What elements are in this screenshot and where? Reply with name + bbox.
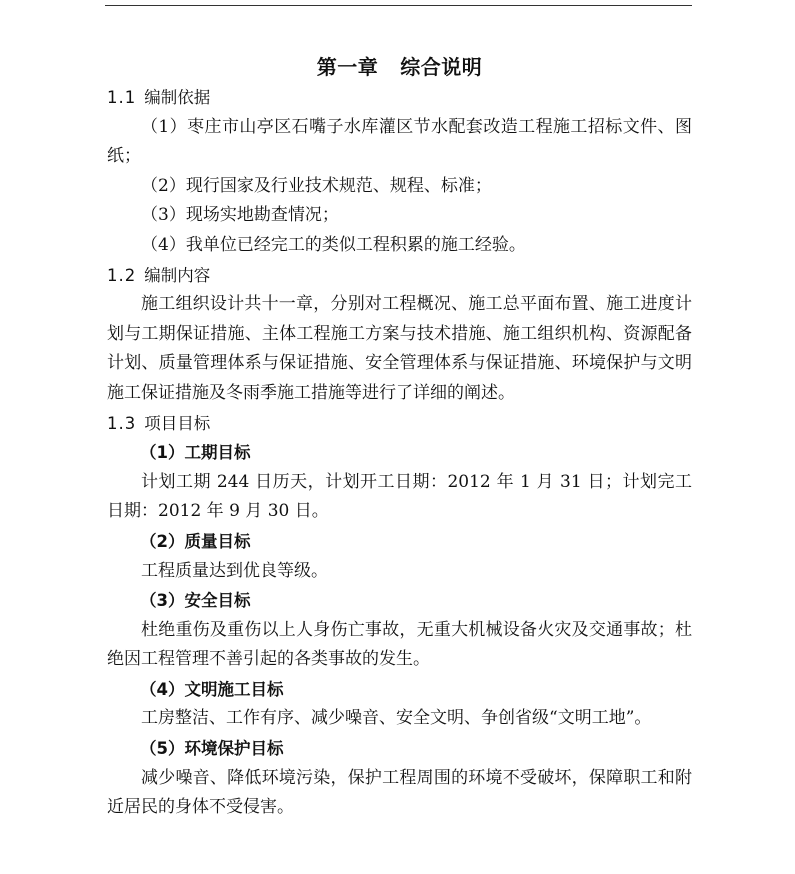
section-heading-1-1 xyxy=(107,83,692,113)
section-label: 编制内容 xyxy=(144,265,211,285)
goal-text-schedule: 计划工期 244 日历天，计划开工日期：2012 年 1 月 31 日；计划完工日期：2012 年 9 月 30 日。 xyxy=(107,471,692,522)
goal-text-civilized: 工房整洁、工作有序、减少噪音、安全文明、争创省级“文明工地”。 xyxy=(141,708,652,729)
section-number: 1.2 xyxy=(107,265,137,285)
chapter-title xyxy=(107,52,692,82)
goal-title-safety: （3）安全目标 xyxy=(140,591,251,611)
basis-item: （4）我单位已经完工的类似工程积累的施工经验。 xyxy=(141,234,526,255)
section-number: 1.1 xyxy=(107,88,137,107)
basis-item: （1）枣庄市山亭区石嘴子水库灌区节水配套改造工程施工招标文件、图纸； xyxy=(107,116,692,167)
basis-item: （3）现场实地勘查情况； xyxy=(141,205,339,226)
content-paragraph: 施工组织设计共十一章，分别对工程概况、施工总平面布置、施工进度计划与工期保证措施、主体工程施工方案与技术措施、施工组织机构、资源配备计划、质量管理体系与保证措施、安全管理体系与保证措施、环境保护与文明施工保证措施及冬雨季施工措施等进行了详细的阐述。 xyxy=(107,294,692,403)
goal-text-environment: 减少噪音、降低环境污染，保护工程周围的环境不受破坏，保障职工和附近居民的身体不受侵害。 xyxy=(107,767,692,818)
section-label: 编制依据 xyxy=(144,88,211,107)
goal-text-safety: 杜绝重伤及重伤以上人身伤亡事故，无重大机械设备火灾及交通事故；杜绝因工程管理不善引起的各类事故的发生。 xyxy=(107,619,692,670)
goal-title-quality: （2）质量目标 xyxy=(140,531,251,551)
goal-title-schedule: （1）工期目标 xyxy=(140,443,251,463)
goal-title-civilized: （4）文明施工目标 xyxy=(140,679,284,699)
section-number: 1.3 xyxy=(107,413,137,433)
goal-title-environment: （5）环境保护目标 xyxy=(140,739,284,759)
section-label: 项目目标 xyxy=(144,413,211,433)
section-heading-1-2 xyxy=(107,261,692,291)
chapter-number: 第一章 xyxy=(316,55,379,79)
goal-text-quality: 工程质量达到优良等级。 xyxy=(141,560,328,581)
basis-item: （2）现行国家及行业技术规范、规程、标准； xyxy=(141,175,492,196)
section-heading-1-3 xyxy=(107,409,692,439)
document-page xyxy=(107,52,692,823)
header-rule xyxy=(105,5,692,6)
chapter-name: 综合说明 xyxy=(400,55,483,79)
